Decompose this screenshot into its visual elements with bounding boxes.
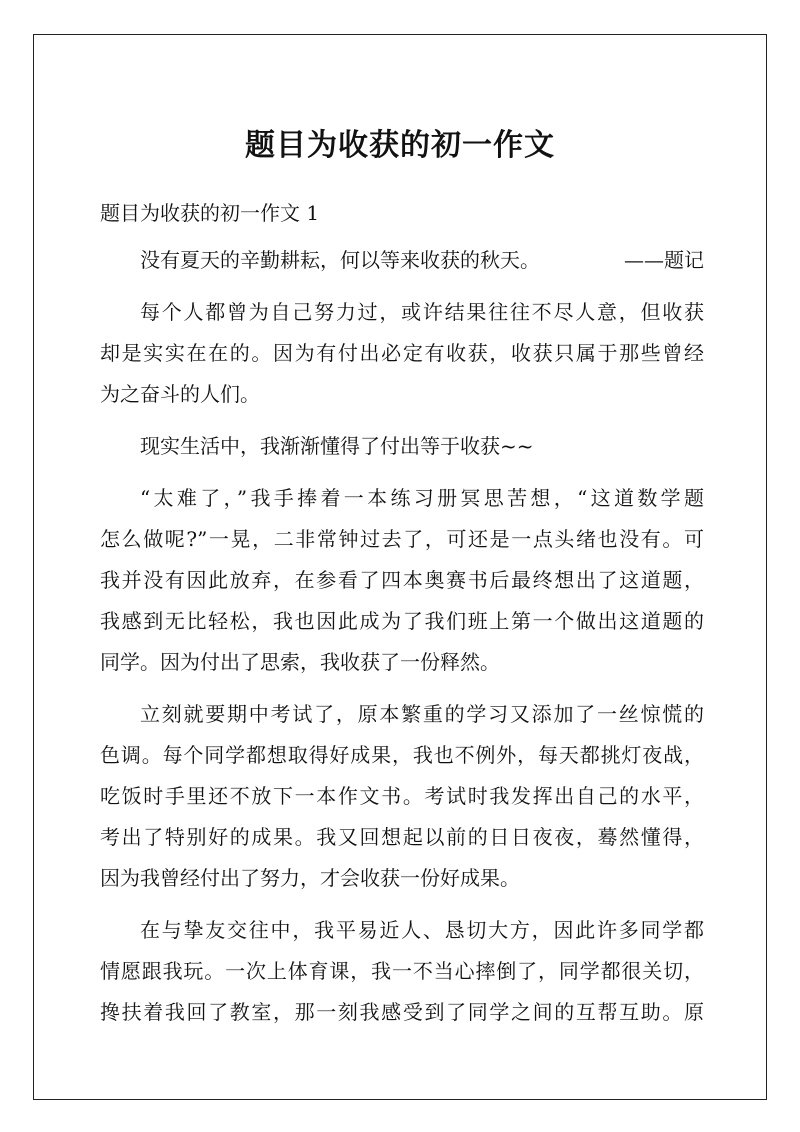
paragraph-line: 搀扶着我回了教室，那一刻我感受到了同学之间的互帮互助。原 [100, 1000, 704, 1024]
paragraph-line: 色调。每个同学都想取得好成果，我也不例外，每天都挑灯夜战， [100, 743, 704, 767]
essay-body [100, 240, 704, 1044]
paragraph-line: 在与挚友交往中，我平易近人、恳切大方，因此许多同学都 [140, 918, 704, 942]
paragraph-line: 同学。因为付出了思索，我收获了一份释然。 [100, 650, 500, 674]
paragraph [100, 426, 704, 467]
paragraph-line: 因为我曾经付出了努力，才会收获一份好成果。 [100, 866, 520, 890]
paragraph-line: 我并没有因此放弃，在参看了四本奥赛书后最终想出了这道题， [100, 568, 704, 592]
essay-subtitle: 题目为收获的初一作文 1 [100, 201, 320, 225]
epigraph-text: 没有夏天的辛勤耕耘，何以等来收获的秋天。 [140, 248, 540, 272]
paragraph [100, 910, 704, 1033]
paragraph-line: 为之奋斗的人们。 [100, 382, 260, 406]
paragraph-line: 现实生活中，我渐渐懂得了付出等于收获~~ [140, 434, 534, 458]
epigraph-attribution: ——题记 [624, 248, 704, 272]
paragraph-line: 我感到无比轻松，我也因此成为了我们班上第一个做出这道题的 [100, 609, 704, 633]
paragraph-line: 情愿跟我玩。一次上体育课，我一不当心摔倒了，同学都很关切， [100, 959, 704, 983]
paragraph [100, 694, 704, 899]
paragraph-line: 吃饭时手里还不放下一本作文书。考试时我发挥出自己的水平， [100, 784, 704, 808]
paragraph-line: 却是实实在在的。因为有付出必定有收获，收获只属于那些曾经 [100, 341, 704, 365]
paragraph [100, 292, 704, 415]
paragraph [100, 478, 704, 683]
epigraph [100, 240, 704, 281]
document-title: 题目为收获的初一作文 [245, 128, 555, 163]
paragraph-line: 立刻就要期中考试了，原本繁重的学习又添加了一丝惊慌的 [140, 702, 704, 726]
paragraph-line: “太难了，”我手捧着一本练习册冥思苦想，“这道数学题 [140, 486, 704, 510]
paragraph-line: 每个人都曾为自己努力过，或许结果往往不尽人意，但收获 [140, 300, 704, 324]
paragraph-line: 考出了特别好的成果。我又回想起以前的日日夜夜，蓦然懂得， [100, 825, 704, 849]
paragraph-line: 怎么做呢?”一晃，二非常钟过去了，可还是一点头绪也没有。可 [100, 527, 704, 551]
